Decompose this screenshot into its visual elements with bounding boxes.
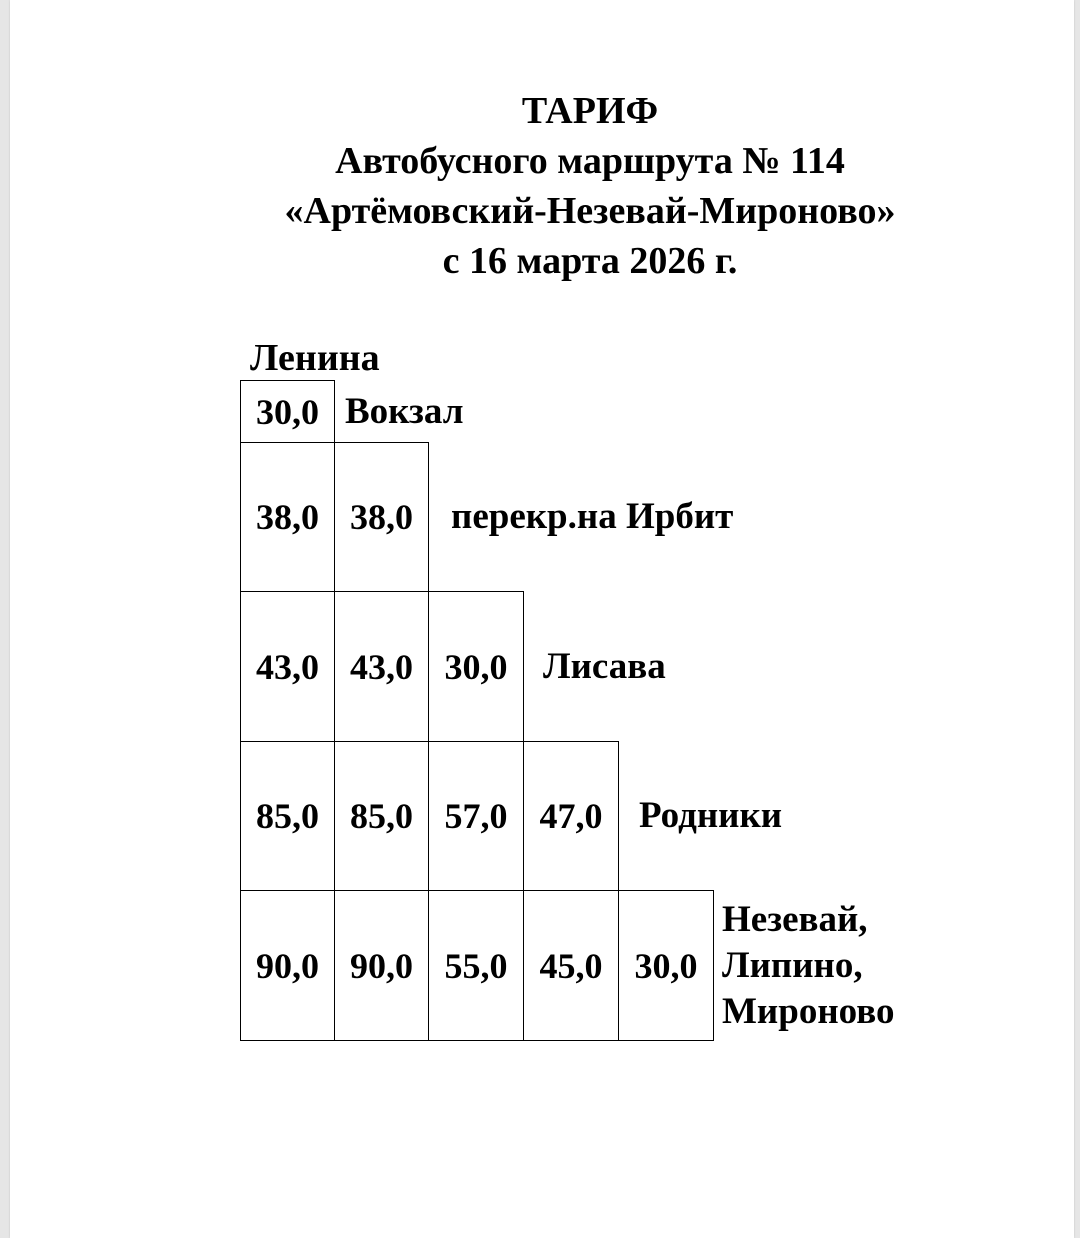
stop-irbit-crossing: перекр.на Ирбит [451, 496, 734, 537]
title-line-tariff: ТАРИФ [521, 90, 659, 132]
fare-cell: 55,0 [428, 890, 524, 1041]
fare-cell: 38,0 [240, 442, 335, 592]
stop-rodniki: Родники [639, 795, 783, 836]
title-line-effective-date: с 16 марта 2026 г. [442, 240, 738, 282]
stop-vokzal: Вокзал [345, 390, 464, 432]
stop-lisava: Лисава [543, 645, 666, 687]
fare-cell: 85,0 [334, 741, 429, 891]
fare-cell: 57,0 [428, 741, 524, 891]
fare-cell: 30,0 [240, 380, 335, 443]
title-line-route-name: «Артёмовский-Незевай-Мироново» [284, 190, 896, 232]
fare-cell: 47,0 [523, 741, 619, 891]
title-line-route-number: Автобусного маршрута № 114 [335, 140, 845, 182]
fare-cell: 43,0 [240, 591, 335, 742]
stop-nezevai-lipino-mironovo: Незевай, Липино, Мироново [722, 898, 895, 1032]
document-title [10, 86, 1080, 286]
fare-cell: 30,0 [618, 890, 714, 1041]
fare-cell: 85,0 [240, 741, 335, 891]
fare-cell: 43,0 [334, 591, 429, 742]
stop-lenina: Ленина [250, 337, 380, 379]
fare-cell: 90,0 [334, 890, 429, 1041]
fare-cell: 90,0 [240, 890, 335, 1041]
fare-cell: 30,0 [428, 591, 524, 742]
fare-cell: 38,0 [334, 442, 429, 592]
fare-cell: 45,0 [523, 890, 619, 1041]
document-page [10, 0, 1074, 1238]
